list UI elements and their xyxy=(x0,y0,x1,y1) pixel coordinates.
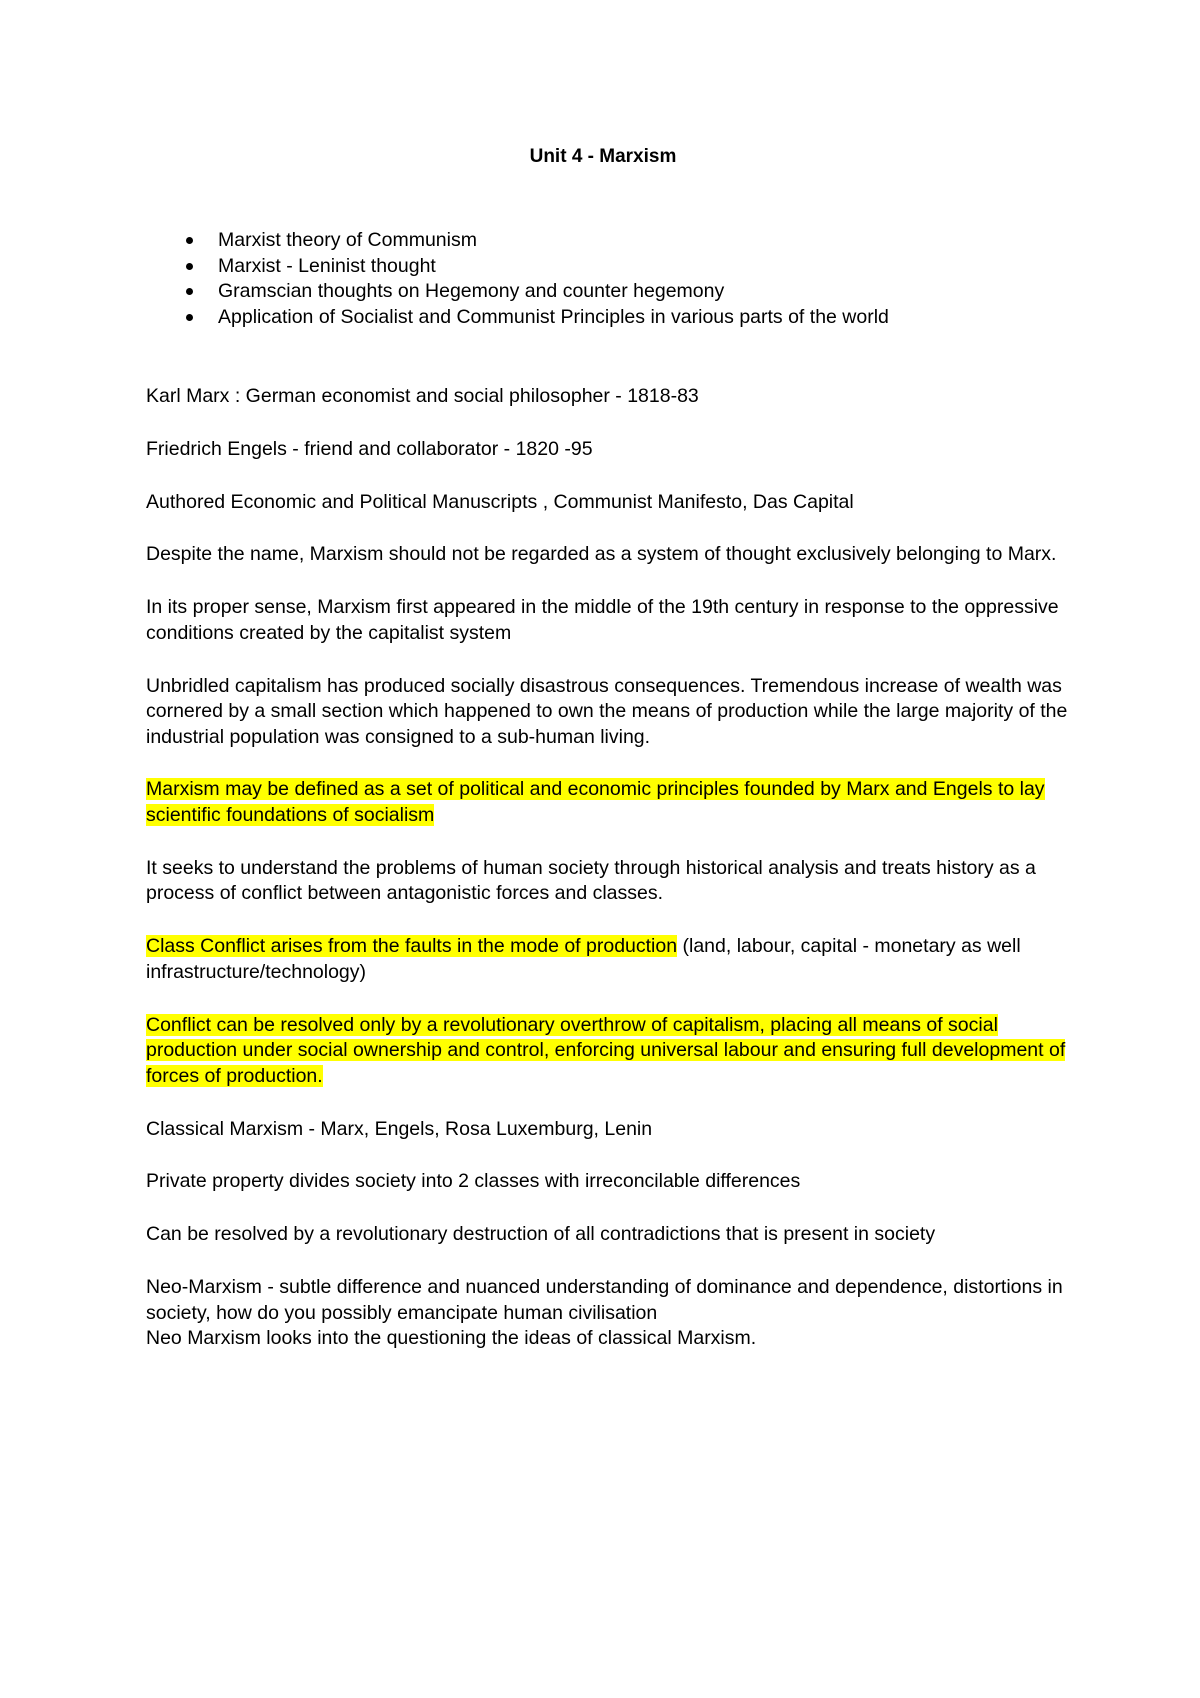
paragraph-marxism-definition xyxy=(146,777,1086,828)
bullet-item xyxy=(186,228,889,254)
paragraph-authored-works: Authored Economic and Political Manuscripts , Communist Manifesto, Das Capital xyxy=(146,490,854,513)
bullet-dot-icon xyxy=(186,237,193,244)
paragraph-private-property: Private property divides society into 2 classes with irreconcilable differences xyxy=(146,1170,801,1193)
bullet-text: Gramscian thoughts on Hegemony and counter hegemony xyxy=(218,280,725,303)
highlighted-text: Class Conflict arises from the faults in the mode of production xyxy=(146,935,678,958)
bullet-text: Marxist theory of Communism xyxy=(218,229,477,251)
document-title: Unit 4 - Marxism xyxy=(529,146,677,167)
bullet-dot-icon xyxy=(186,314,193,321)
paragraph-unbridled-capitalism: Unbridled capitalism has produced socially disastrous consequences. Tremendous increase of wealth was cornered by a small section which happened to own the means of production while the large majority of the industrial population was consigned to a sub-human living. xyxy=(146,674,1068,748)
paragraph-text: (land, labour, capital - monetary as well infrastructure/technology) xyxy=(146,935,1021,983)
bullet-dot-icon xyxy=(186,288,193,295)
bullet-text: Application of Socialist and Communist Principles in various parts of the world xyxy=(218,305,889,328)
paragraph-classical-marxism: Classical Marxism - Marx, Engels, Rosa Luxemburg, Lenin xyxy=(146,1117,653,1140)
bullet-dot-icon xyxy=(186,263,193,270)
paragraph-text: Neo-Marxism - subtle difference and nuanced understanding of dominance and dependence, distortions in society, how do you possibly emancipate human civilisation xyxy=(146,1275,1063,1324)
paragraph-conflict-resolution xyxy=(146,1013,1086,1090)
bullet-text: Marxist - Leninist thought xyxy=(218,254,436,277)
paragraph-neo-marxism xyxy=(146,1275,1086,1352)
bullet-item xyxy=(186,254,889,280)
bullet-item xyxy=(186,279,889,305)
topic-bullet-list xyxy=(186,228,889,330)
document-body xyxy=(146,384,1086,1379)
paragraph-despite-name: Despite the name, Marxism should not be regarded as a system of thought exclusively belonging to Marx. xyxy=(146,543,1057,566)
paragraph-class-conflict xyxy=(146,934,1086,985)
paragraph-historical-analysis: It seeks to understand the problems of human society through historical analysis and treats history as a process of conflict between antagonistic forces and classes. xyxy=(146,856,1036,905)
paragraph-karl-marx: Karl Marx : German economist and social philosopher - 1818-83 xyxy=(146,385,699,407)
bullet-item xyxy=(186,305,889,331)
highlighted-text: Marxism may be defined as a set of political and economic principles founded by Marx and Engels to lay scientific foundations of socialism xyxy=(146,778,1045,827)
paragraph-revolutionary-destruction: Can be resolved by a revolutionary destruction of all contradictions that is present in society xyxy=(146,1223,936,1246)
paragraph-engels: Friedrich Engels - friend and collaborator - 1820 -95 xyxy=(146,437,593,460)
highlighted-text: Conflict can be resolved only by a revolutionary overthrow of capitalism, placing all means of social production under social ownership and control, enforcing universal labour and ensuring full development of forces of production. xyxy=(146,1013,1066,1087)
paragraph-proper-sense: In its proper sense, Marxism first appeared in the middle of the 19th century in response to the oppressive conditions created by the capitalist system xyxy=(146,596,1059,644)
paragraph-text: Neo Marxism looks into the questioning the ideas of classical Marxism. xyxy=(146,1327,757,1350)
